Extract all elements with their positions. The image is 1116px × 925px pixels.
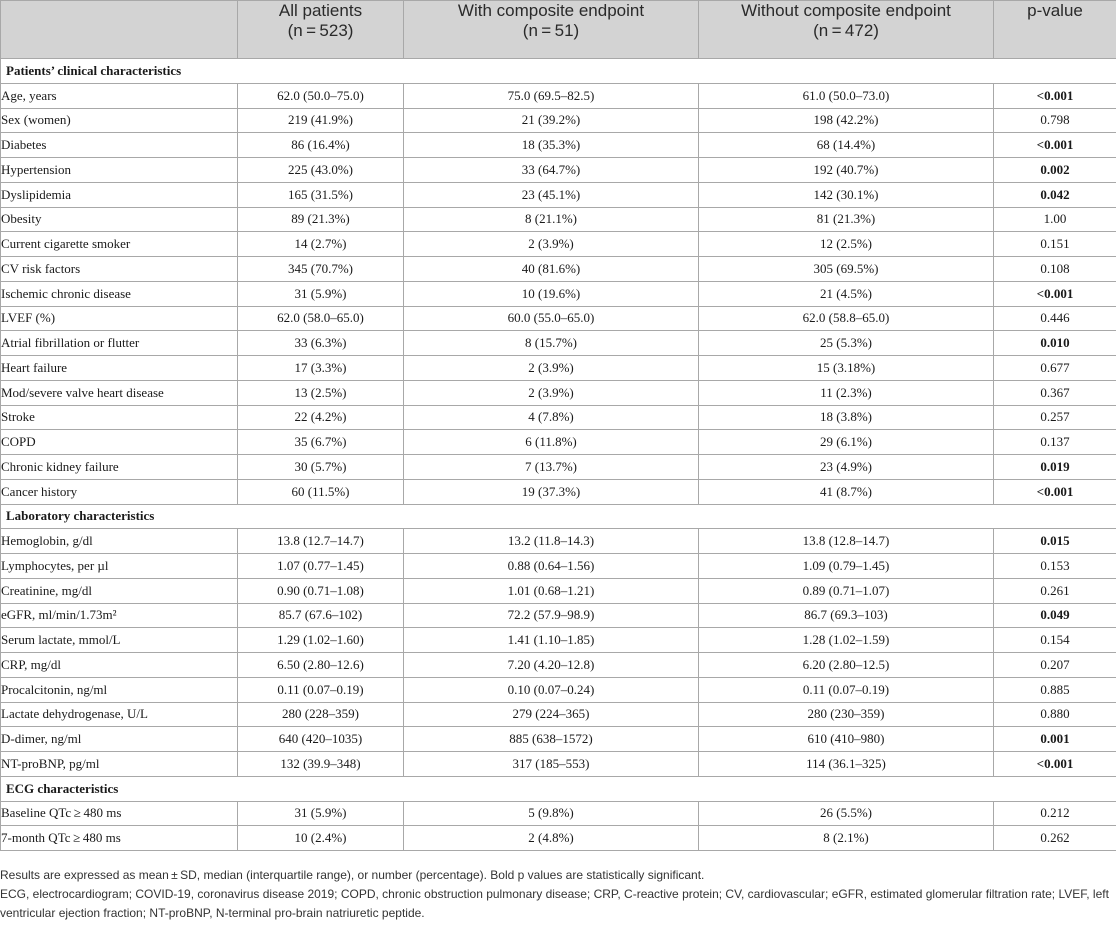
cell-without-endpoint: 142 (30.1%) (699, 182, 994, 207)
cell-with-endpoint: 8 (15.7%) (404, 331, 699, 356)
cell-p-value: 0.207 (994, 653, 1116, 678)
cell-p-value: <0.001 (994, 479, 1116, 504)
table-row (1, 257, 1116, 282)
cell-all-patients: 89 (21.3%) (238, 207, 404, 232)
table-row (1, 306, 1116, 331)
row-label: Baseline QTc ≥ 480 ms (1, 801, 238, 826)
cell-all-patients: 22 (4.2%) (238, 405, 404, 430)
row-label: Procalcitonin, ng/ml (1, 677, 238, 702)
cell-all-patients: 31 (5.9%) (238, 281, 404, 306)
cell-with-endpoint: 72.2 (57.9–98.9) (404, 603, 699, 628)
table-row (1, 727, 1116, 752)
cell-p-value: 0.002 (994, 158, 1116, 183)
cell-p-value: 0.257 (994, 405, 1116, 430)
cell-all-patients: 219 (41.9%) (238, 108, 404, 133)
cell-without-endpoint: 15 (3.18%) (699, 356, 994, 381)
table-row (1, 653, 1116, 678)
cell-with-endpoint: 1.41 (1.10–1.85) (404, 628, 699, 653)
cell-all-patients: 85.7 (67.6–102) (238, 603, 404, 628)
cell-all-patients: 30 (5.7%) (238, 455, 404, 480)
cell-all-patients: 345 (70.7%) (238, 257, 404, 282)
table-row (1, 182, 1116, 207)
cell-with-endpoint: 7.20 (4.20–12.8) (404, 653, 699, 678)
cell-p-value: 0.885 (994, 677, 1116, 702)
cell-with-endpoint: 885 (638–1572) (404, 727, 699, 752)
footnote-results: Results are expressed as mean ± SD, median (interquartile range), or number (percentage). Bold p values are statistically significant. (0, 868, 705, 882)
cell-all-patients: 31 (5.9%) (238, 801, 404, 826)
table-row (1, 702, 1116, 727)
cell-p-value: 0.010 (994, 331, 1116, 356)
row-label: CV risk factors (1, 257, 238, 282)
cell-all-patients: 33 (6.3%) (238, 331, 404, 356)
table-footnotes (0, 866, 1116, 923)
table-row (1, 405, 1116, 430)
cell-with-endpoint: 60.0 (55.0–65.0) (404, 306, 699, 331)
cell-without-endpoint: 41 (8.7%) (699, 479, 994, 504)
table-row (1, 356, 1116, 381)
row-label: Sex (women) (1, 108, 238, 133)
cell-without-endpoint: 12 (2.5%) (699, 232, 994, 257)
cell-p-value: 0.446 (994, 306, 1116, 331)
row-label: Diabetes (1, 133, 238, 158)
header-row (1, 1, 1116, 59)
cell-without-endpoint: 61.0 (50.0–73.0) (699, 83, 994, 108)
cell-all-patients: 10 (2.4%) (238, 826, 404, 851)
table-row (1, 628, 1116, 653)
cell-p-value: 0.049 (994, 603, 1116, 628)
cell-with-endpoint: 2 (3.9%) (404, 232, 699, 257)
cell-all-patients: 0.11 (0.07–0.19) (238, 677, 404, 702)
table-body (1, 59, 1116, 851)
cell-with-endpoint: 8 (21.1%) (404, 207, 699, 232)
row-label: COPD (1, 430, 238, 455)
header-without-label: Without composite endpoint (741, 1, 951, 20)
cell-without-endpoint: 114 (36.1–325) (699, 752, 994, 777)
row-label: Serum lactate, mmol/L (1, 628, 238, 653)
cell-with-endpoint: 33 (64.7%) (404, 158, 699, 183)
cell-with-endpoint: 18 (35.3%) (404, 133, 699, 158)
cell-with-endpoint: 5 (9.8%) (404, 801, 699, 826)
cell-with-endpoint: 279 (224–365) (404, 702, 699, 727)
table-row (1, 455, 1116, 480)
cell-with-endpoint: 6 (11.8%) (404, 430, 699, 455)
cell-without-endpoint: 86.7 (69.3–103) (699, 603, 994, 628)
section-header-row (1, 776, 1116, 801)
row-label: Lactate dehydrogenase, U/L (1, 702, 238, 727)
cell-with-endpoint: 4 (7.8%) (404, 405, 699, 430)
header-blank-cell (1, 1, 238, 59)
cell-p-value: 0.042 (994, 182, 1116, 207)
row-label: CRP, mg/dl (1, 653, 238, 678)
cell-without-endpoint: 192 (40.7%) (699, 158, 994, 183)
cell-all-patients: 86 (16.4%) (238, 133, 404, 158)
cell-with-endpoint: 23 (45.1%) (404, 182, 699, 207)
cell-without-endpoint: 1.09 (0.79–1.45) (699, 554, 994, 579)
section-header-row (1, 504, 1116, 529)
section-title: Patients’ clinical characteristics (1, 59, 1116, 84)
cell-without-endpoint: 610 (410–980) (699, 727, 994, 752)
cell-all-patients: 14 (2.7%) (238, 232, 404, 257)
cell-with-endpoint: 0.10 (0.07–0.24) (404, 677, 699, 702)
row-label: Ischemic chronic disease (1, 281, 238, 306)
cell-all-patients: 6.50 (2.80–12.6) (238, 653, 404, 678)
cell-p-value: 0.108 (994, 257, 1116, 282)
row-label: Chronic kidney failure (1, 455, 238, 480)
table-row (1, 232, 1116, 257)
row-label: Hemoglobin, g/dl (1, 529, 238, 554)
cell-without-endpoint: 25 (5.3%) (699, 331, 994, 356)
table-row (1, 83, 1116, 108)
header-with-n: (n = 51) (522, 21, 580, 40)
cell-all-patients: 13 (2.5%) (238, 380, 404, 405)
table-row (1, 752, 1116, 777)
header-without-n: (n = 472) (813, 21, 879, 40)
cell-all-patients: 62.0 (58.0–65.0) (238, 306, 404, 331)
header-with-label: With composite endpoint (457, 1, 645, 20)
row-label: Obesity (1, 207, 238, 232)
cell-with-endpoint: 40 (81.6%) (404, 257, 699, 282)
cell-p-value: 0.367 (994, 380, 1116, 405)
cell-p-value: <0.001 (994, 752, 1116, 777)
cell-without-endpoint: 18 (3.8%) (699, 405, 994, 430)
cell-all-patients: 280 (228–359) (238, 702, 404, 727)
cell-p-value: 0.212 (994, 801, 1116, 826)
header-without-endpoint (699, 1, 994, 59)
cell-with-endpoint: 2 (4.8%) (404, 826, 699, 851)
cell-without-endpoint: 280 (230–359) (699, 702, 994, 727)
row-label: Cancer history (1, 479, 238, 504)
footnote-abbreviations: ECG, electrocardiogram; COVID-19, coronavirus disease 2019; COPD, chronic obstruction pulmonary disease; CRP, C-reactive protein; CV, cardiovascular; eGFR, estimated glomerular filtration rate; LVEF, left ventricular ejection fraction; NT-proBNP, N-terminal pro-brain natriuretic peptide. (0, 887, 1109, 920)
table-row (1, 331, 1116, 356)
cell-p-value: <0.001 (994, 83, 1116, 108)
cell-without-endpoint: 1.28 (1.02–1.59) (699, 628, 994, 653)
table-row (1, 158, 1116, 183)
table-row (1, 554, 1116, 579)
header-all-label: All patients (278, 1, 363, 20)
row-label: Hypertension (1, 158, 238, 183)
table-row (1, 207, 1116, 232)
table-row (1, 826, 1116, 851)
section-title: Laboratory characteristics (1, 504, 1116, 529)
cell-p-value: <0.001 (994, 281, 1116, 306)
cell-without-endpoint: 198 (42.2%) (699, 108, 994, 133)
row-label: NT-proBNP, pg/ml (1, 752, 238, 777)
header-all-patients (238, 1, 404, 59)
table-row (1, 529, 1116, 554)
cell-all-patients: 17 (3.3%) (238, 356, 404, 381)
row-label: eGFR, ml/min/1.73m² (1, 603, 238, 628)
cell-all-patients: 0.90 (0.71–1.08) (238, 578, 404, 603)
cell-all-patients: 13.8 (12.7–14.7) (238, 529, 404, 554)
cell-all-patients: 225 (43.0%) (238, 158, 404, 183)
cell-with-endpoint: 75.0 (69.5–82.5) (404, 83, 699, 108)
cell-p-value: 0.677 (994, 356, 1116, 381)
cell-with-endpoint: 2 (3.9%) (404, 380, 699, 405)
cell-with-endpoint: 7 (13.7%) (404, 455, 699, 480)
cell-without-endpoint: 6.20 (2.80–12.5) (699, 653, 994, 678)
table-row (1, 281, 1116, 306)
cell-without-endpoint: 0.89 (0.71–1.07) (699, 578, 994, 603)
cell-all-patients: 62.0 (50.0–75.0) (238, 83, 404, 108)
cell-without-endpoint: 11 (2.3%) (699, 380, 994, 405)
table-row (1, 578, 1116, 603)
cell-p-value: 0.137 (994, 430, 1116, 455)
table-row (1, 380, 1116, 405)
cell-p-value: 0.001 (994, 727, 1116, 752)
header-with-endpoint (404, 1, 699, 59)
row-label: Lymphocytes, per µl (1, 554, 238, 579)
cell-with-endpoint: 21 (39.2%) (404, 108, 699, 133)
row-label: Stroke (1, 405, 238, 430)
cell-without-endpoint: 8 (2.1%) (699, 826, 994, 851)
cell-all-patients: 1.29 (1.02–1.60) (238, 628, 404, 653)
cell-p-value: <0.001 (994, 133, 1116, 158)
table-row (1, 801, 1116, 826)
section-header-row (1, 59, 1116, 84)
row-label: Creatinine, mg/dl (1, 578, 238, 603)
cell-all-patients: 165 (31.5%) (238, 182, 404, 207)
table-row (1, 677, 1116, 702)
row-label: Age, years (1, 83, 238, 108)
row-label: Heart failure (1, 356, 238, 381)
cell-p-value: 0.261 (994, 578, 1116, 603)
cell-without-endpoint: 0.11 (0.07–0.19) (699, 677, 994, 702)
cell-without-endpoint: 305 (69.5%) (699, 257, 994, 282)
cell-without-endpoint: 62.0 (58.8–65.0) (699, 306, 994, 331)
cell-all-patients: 640 (420–1035) (238, 727, 404, 752)
table-row (1, 133, 1116, 158)
cell-with-endpoint: 2 (3.9%) (404, 356, 699, 381)
cell-p-value: 1.00 (994, 207, 1116, 232)
cell-without-endpoint: 13.8 (12.8–14.7) (699, 529, 994, 554)
cell-without-endpoint: 23 (4.9%) (699, 455, 994, 480)
cell-with-endpoint: 1.01 (0.68–1.21) (404, 578, 699, 603)
cell-p-value: 0.019 (994, 455, 1116, 480)
cell-with-endpoint: 19 (37.3%) (404, 479, 699, 504)
row-label: Atrial fibrillation or flutter (1, 331, 238, 356)
table-row (1, 108, 1116, 133)
cell-without-endpoint: 29 (6.1%) (699, 430, 994, 455)
cell-p-value: 0.015 (994, 529, 1116, 554)
header-p-value: p-value (994, 1, 1116, 59)
cell-all-patients: 1.07 (0.77–1.45) (238, 554, 404, 579)
cell-without-endpoint: 26 (5.5%) (699, 801, 994, 826)
header-all-n: (n = 523) (287, 21, 354, 40)
row-label: LVEF (%) (1, 306, 238, 331)
cell-p-value: 0.880 (994, 702, 1116, 727)
table-row (1, 603, 1116, 628)
cell-p-value: 0.798 (994, 108, 1116, 133)
cell-all-patients: 60 (11.5%) (238, 479, 404, 504)
cell-without-endpoint: 21 (4.5%) (699, 281, 994, 306)
table-row (1, 430, 1116, 455)
section-title: ECG characteristics (1, 776, 1116, 801)
row-label: D-dimer, ng/ml (1, 727, 238, 752)
row-label: 7-month QTc ≥ 480 ms (1, 826, 238, 851)
row-label: Dyslipidemia (1, 182, 238, 207)
cell-with-endpoint: 10 (19.6%) (404, 281, 699, 306)
row-label: Current cigarette smoker (1, 232, 238, 257)
cell-all-patients: 35 (6.7%) (238, 430, 404, 455)
cell-without-endpoint: 68 (14.4%) (699, 133, 994, 158)
cell-p-value: 0.262 (994, 826, 1116, 851)
cell-p-value: 0.153 (994, 554, 1116, 579)
cell-without-endpoint: 81 (21.3%) (699, 207, 994, 232)
row-label: Mod/severe valve heart disease (1, 380, 238, 405)
cell-with-endpoint: 317 (185–553) (404, 752, 699, 777)
table-row (1, 479, 1116, 504)
cell-all-patients: 132 (39.9–348) (238, 752, 404, 777)
cell-p-value: 0.151 (994, 232, 1116, 257)
cell-p-value: 0.154 (994, 628, 1116, 653)
cell-with-endpoint: 0.88 (0.64–1.56) (404, 554, 699, 579)
cell-with-endpoint: 13.2 (11.8–14.3) (404, 529, 699, 554)
